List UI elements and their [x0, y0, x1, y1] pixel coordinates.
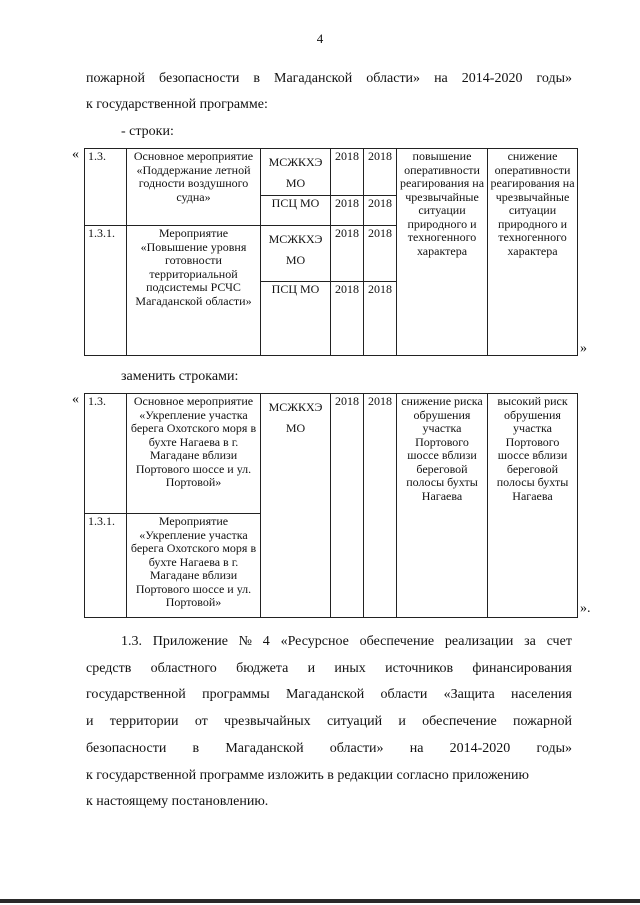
end-year: 2018	[364, 149, 397, 196]
para-line-5	[86, 741, 572, 757]
event-name: Мероприятие «Укрепление участка берега Охотского моря в бухте Нагаева в г. Магадане вблизи Портового шоссе и ул. Портовой»	[127, 514, 261, 618]
intro-line-1	[86, 71, 572, 87]
word: и	[86, 714, 94, 729]
close-quote: ».	[580, 601, 591, 616]
word: Приложение	[152, 634, 228, 649]
replace-label: заменить строками:	[121, 369, 239, 384]
start-year: 2018	[331, 226, 364, 282]
word: территории	[109, 714, 179, 729]
event-name: Основное мероприятие «Укрепление участка берега Охотского моря в бухте Нагаева в г. Магадане вблизи Портового шоссе и ул. Портовой»	[127, 394, 261, 514]
word: средств	[86, 661, 132, 676]
word: Магаданской	[285, 687, 365, 702]
word: области	[380, 687, 428, 702]
row-number: 1.3.1.	[85, 226, 127, 356]
word: в	[192, 741, 200, 756]
word: области»	[329, 741, 384, 756]
para-line-2	[86, 661, 572, 677]
word: источников	[385, 661, 454, 676]
start-year: 2018	[331, 394, 364, 618]
word: иных	[334, 661, 366, 676]
word: населения	[511, 687, 572, 702]
table-current-rows	[84, 148, 578, 356]
word: и	[398, 714, 406, 729]
word: безопасности	[159, 71, 240, 86]
intro-line-3: - строки:	[121, 124, 174, 139]
para-line-4	[86, 714, 572, 730]
word: «Защита	[443, 687, 495, 702]
word: 1.3.	[121, 634, 142, 649]
word: годы»	[536, 741, 572, 756]
row-number: 1.3.	[85, 149, 127, 226]
para-line-6: к государственной программе изложить в редакции согласно приложению	[86, 768, 529, 783]
table-row	[85, 149, 578, 196]
para-line-1	[121, 634, 572, 650]
word: программы	[202, 687, 270, 702]
word: 2014-2020	[461, 71, 523, 86]
word: счет	[546, 634, 572, 649]
event-name: Мероприятие «Повышение уровня готовности территориальной подсистемы РСЧС Магаданской области»	[127, 226, 261, 356]
word: «Ресурсное	[280, 634, 349, 649]
risk-description: высокий риск обрушения участка Портового шоссе вблизи береговой полосы бухты Нагаева	[488, 394, 578, 618]
open-quote: «	[72, 147, 79, 162]
expected-result: снижение риска обрушения участка Портового шоссе вблизи береговой полосы бухты Нагаева	[397, 394, 488, 618]
expected-result: повышение оперативности реагирования на чрезвычайные ситуации природного и техногенного характера	[397, 149, 488, 356]
word: финансирования	[472, 661, 572, 676]
start-year: 2018	[331, 149, 364, 196]
event-name: Основное мероприятие «Поддержание летной годности воздушного судна»	[127, 149, 261, 226]
word: на	[434, 71, 448, 86]
start-year: 2018	[331, 196, 364, 226]
word: ситуаций	[326, 714, 383, 729]
word: бюджета	[236, 661, 289, 676]
word: областного	[150, 661, 217, 676]
close-quote: »	[580, 341, 587, 356]
para-line-7: к настоящему постановлению.	[86, 794, 269, 809]
word: пожарной	[86, 71, 146, 86]
bottom-rule	[0, 899, 640, 903]
para-line-3	[86, 687, 572, 703]
word: от	[194, 714, 208, 729]
row-number: 1.3.	[85, 394, 127, 514]
word: за	[524, 634, 536, 649]
word: безопасности	[86, 741, 167, 756]
word: чрезвычайных	[224, 714, 311, 729]
end-year: 2018	[364, 394, 397, 618]
word: обеспечение	[422, 714, 497, 729]
page-number: 4	[316, 31, 324, 46]
word: обеспечение	[359, 634, 435, 649]
executor: ПСЦ МО	[261, 282, 331, 356]
open-quote: «	[72, 392, 79, 407]
word: Магаданской	[225, 741, 304, 756]
end-year: 2018	[364, 282, 397, 356]
word: Магаданской	[274, 71, 353, 86]
executor: МСЖКХЭ МО	[261, 149, 331, 196]
word: в	[253, 71, 260, 86]
word: государственной	[86, 687, 186, 702]
word: годы»	[536, 71, 572, 86]
word: 2014-2020	[449, 741, 511, 756]
word: 4	[262, 634, 270, 649]
word: области»	[366, 71, 421, 86]
table-row	[85, 394, 578, 514]
executor: ПСЦ МО	[261, 196, 331, 226]
intro-line-2: к государственной программе:	[86, 97, 268, 112]
end-year: 2018	[364, 226, 397, 282]
word: на	[409, 741, 424, 756]
table-new-rows	[84, 393, 578, 618]
word: реализации	[444, 634, 514, 649]
executor: МСЖКХЭ МО	[261, 394, 331, 618]
end-year: 2018	[364, 196, 397, 226]
word: №	[238, 634, 253, 649]
start-year: 2018	[331, 282, 364, 356]
word: пожарной	[512, 714, 572, 729]
executor: МСЖКХЭ МО	[261, 226, 331, 282]
word: и	[307, 661, 316, 676]
risk-description: снижение оперативности реагирования на чрезвычайные ситуации природного и техногенного характера	[488, 149, 578, 356]
row-number: 1.3.1.	[85, 514, 127, 618]
